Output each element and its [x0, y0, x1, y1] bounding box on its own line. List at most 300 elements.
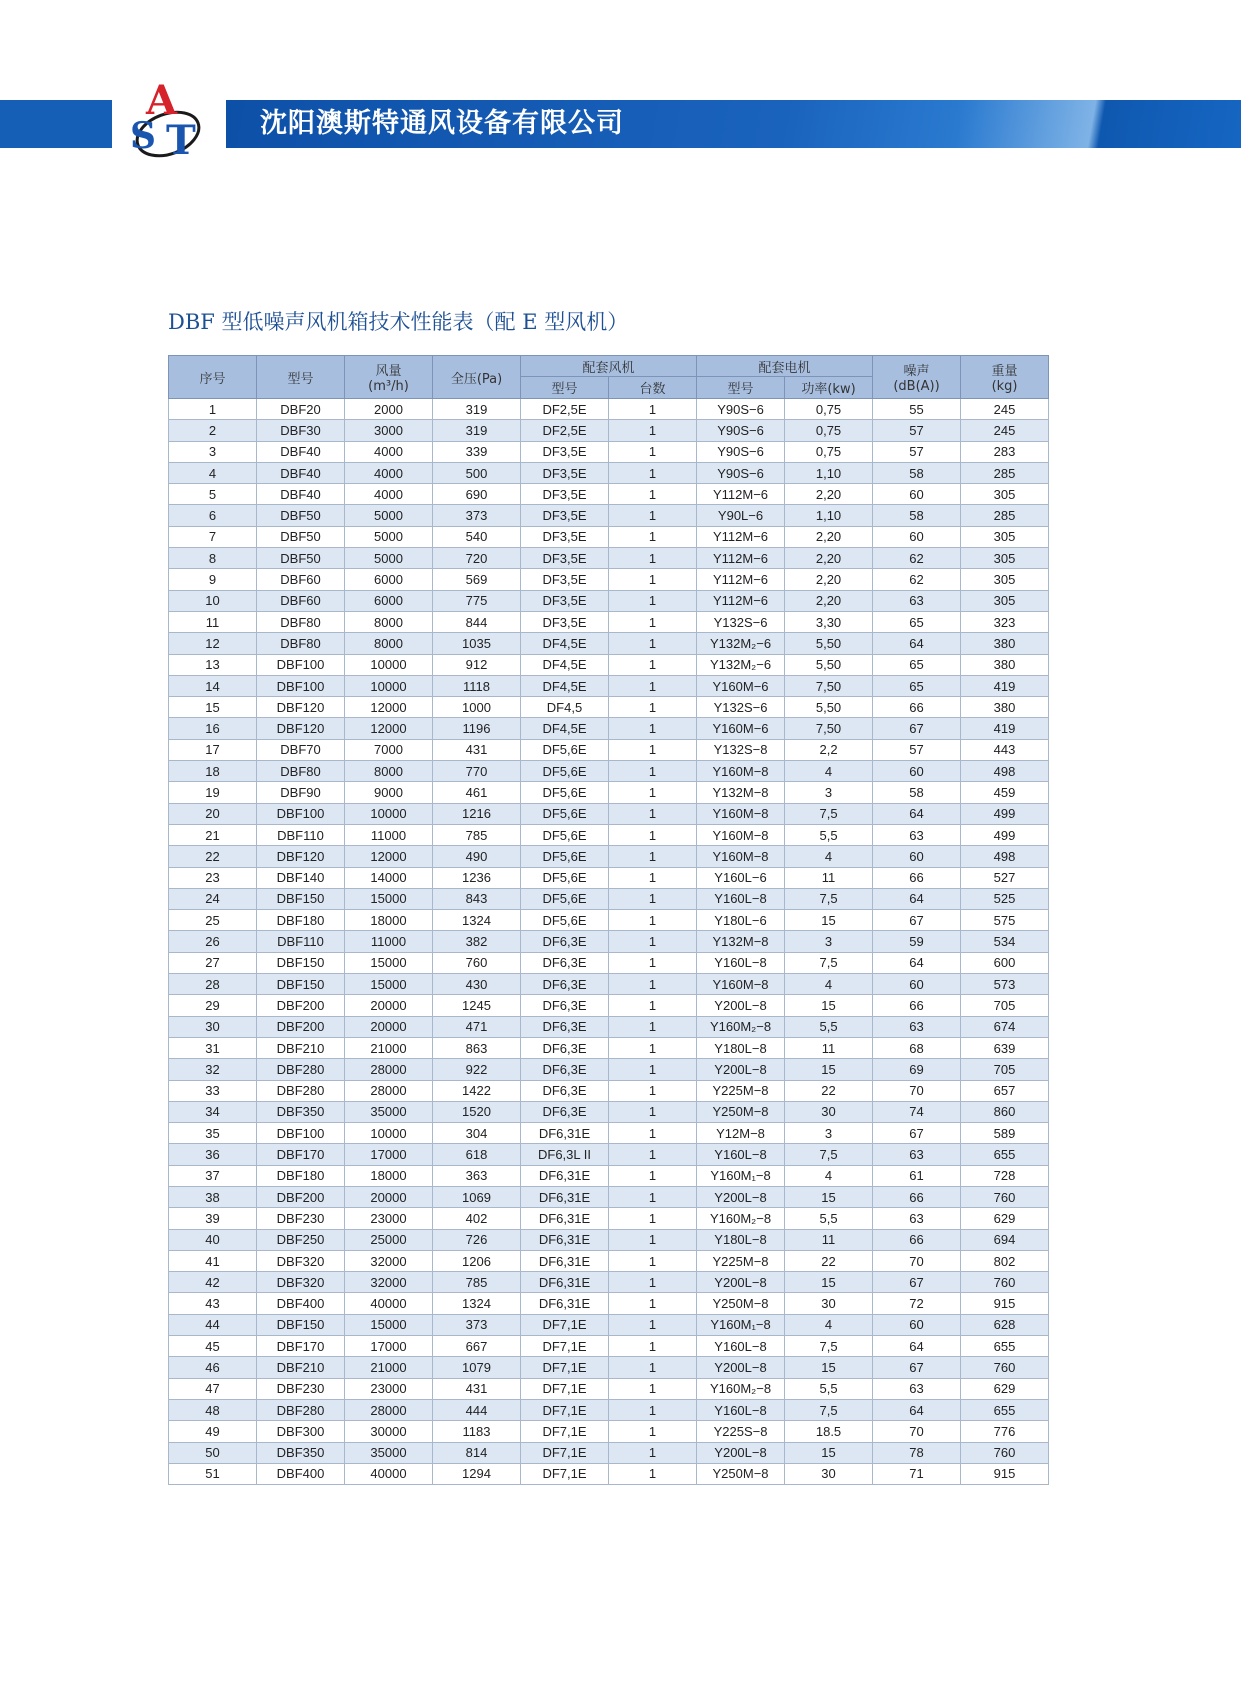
cell-fan-count: 1 [609, 1016, 697, 1037]
cell-fan-count: 1 [609, 1080, 697, 1101]
cell-model: DBF230 [257, 1378, 345, 1399]
table-row [169, 505, 1049, 526]
cell-motor-power: 7,5 [785, 1399, 873, 1420]
table-row [169, 1378, 1049, 1399]
cell-noise: 58 [873, 462, 961, 483]
cell-fan-model: DF2,5E [521, 399, 609, 420]
cell-fan-model: DF6,31E [521, 1272, 609, 1293]
cell-noise: 60 [873, 761, 961, 782]
cell-pressure: 569 [433, 569, 521, 590]
cell-weight: 323 [961, 611, 1049, 632]
cell-fan-model: DF5,6E [521, 782, 609, 803]
cell-index: 37 [169, 1165, 257, 1186]
cell-pressure: 319 [433, 399, 521, 420]
cell-noise: 78 [873, 1442, 961, 1463]
cell-noise: 62 [873, 548, 961, 569]
cell-motor-power: 15 [785, 1272, 873, 1293]
header-noise [873, 356, 961, 399]
cell-fan-count: 1 [609, 1250, 697, 1271]
cell-noise: 60 [873, 1314, 961, 1335]
cell-fan-model: DF7,1E [521, 1378, 609, 1399]
cell-fan-count: 1 [609, 675, 697, 696]
cell-airflow: 32000 [345, 1272, 433, 1293]
cell-model: DBF280 [257, 1399, 345, 1420]
cell-model: DBF110 [257, 824, 345, 845]
table-row [169, 1272, 1049, 1293]
cell-fan-count: 1 [609, 931, 697, 952]
cell-model: DBF20 [257, 399, 345, 420]
cell-weight: 380 [961, 633, 1049, 654]
cell-fan-model: DF6,3E [521, 995, 609, 1016]
cell-motor-power: 4 [785, 846, 873, 867]
cell-pressure: 1236 [433, 867, 521, 888]
cell-noise: 67 [873, 910, 961, 931]
cell-airflow: 28000 [345, 1080, 433, 1101]
cell-airflow: 25000 [345, 1229, 433, 1250]
cell-motor-power: 4 [785, 1314, 873, 1335]
cell-weight: 655 [961, 1144, 1049, 1165]
cell-fan-model: DF7,1E [521, 1463, 609, 1484]
table-row [169, 1250, 1049, 1271]
cell-pressure: 1206 [433, 1250, 521, 1271]
cell-motor-power: 11 [785, 1229, 873, 1250]
cell-pressure: 770 [433, 761, 521, 782]
cell-model: DBF30 [257, 420, 345, 441]
cell-index: 44 [169, 1314, 257, 1335]
cell-airflow: 6000 [345, 590, 433, 611]
cell-index: 32 [169, 1059, 257, 1080]
cell-model: DBF120 [257, 697, 345, 718]
cell-motor-power: 18.5 [785, 1421, 873, 1442]
cell-model: DBF60 [257, 590, 345, 611]
cell-weight: 380 [961, 654, 1049, 675]
cell-index: 21 [169, 824, 257, 845]
cell-fan-model: DF5,6E [521, 888, 609, 909]
cell-motor-model: Y160L−8 [697, 1399, 785, 1420]
cell-airflow: 23000 [345, 1378, 433, 1399]
cell-pressure: 1069 [433, 1186, 521, 1207]
cell-pressure: 373 [433, 505, 521, 526]
cell-fan-count: 1 [609, 611, 697, 632]
cell-model: DBF350 [257, 1442, 345, 1463]
cell-model: DBF90 [257, 782, 345, 803]
cell-pressure: 863 [433, 1037, 521, 1058]
cell-model: DBF50 [257, 526, 345, 547]
cell-motor-model: Y132M−8 [697, 782, 785, 803]
header-airflow-unit: (m³/h) [368, 379, 409, 394]
cell-model: DBF50 [257, 548, 345, 569]
table-row [169, 739, 1049, 760]
cell-airflow: 21000 [345, 1357, 433, 1378]
header-pressure: 全压(Pa) [433, 356, 521, 399]
cell-index: 20 [169, 803, 257, 824]
cell-motor-power: 7,5 [785, 952, 873, 973]
cell-pressure: 319 [433, 420, 521, 441]
table-row [169, 1463, 1049, 1484]
cell-motor-model: Y200L−8 [697, 1186, 785, 1207]
cell-pressure: 922 [433, 1059, 521, 1080]
cell-weight: 915 [961, 1463, 1049, 1484]
cell-airflow: 21000 [345, 1037, 433, 1058]
cell-airflow: 7000 [345, 739, 433, 760]
table-row [169, 548, 1049, 569]
cell-fan-model: DF2,5E [521, 420, 609, 441]
cell-noise: 64 [873, 803, 961, 824]
cell-airflow: 15000 [345, 974, 433, 995]
cell-motor-power: 15 [785, 1442, 873, 1463]
cell-fan-count: 1 [609, 1399, 697, 1420]
header-index: 序号 [169, 356, 257, 399]
cell-pressure: 402 [433, 1208, 521, 1229]
cell-motor-power: 4 [785, 761, 873, 782]
cell-pressure: 1118 [433, 675, 521, 696]
cell-weight: 915 [961, 1293, 1049, 1314]
cell-index: 39 [169, 1208, 257, 1229]
cell-airflow: 28000 [345, 1399, 433, 1420]
cell-weight: 305 [961, 526, 1049, 547]
cell-airflow: 15000 [345, 1314, 433, 1335]
cell-pressure: 1422 [433, 1080, 521, 1101]
cell-airflow: 5000 [345, 548, 433, 569]
cell-noise: 65 [873, 654, 961, 675]
cell-index: 43 [169, 1293, 257, 1314]
table-row [169, 718, 1049, 739]
cell-index: 47 [169, 1378, 257, 1399]
cell-model: DBF280 [257, 1080, 345, 1101]
cell-fan-model: DF4,5E [521, 654, 609, 675]
cell-fan-count: 1 [609, 569, 697, 590]
cell-fan-count: 1 [609, 633, 697, 654]
cell-airflow: 12000 [345, 846, 433, 867]
cell-pressure: 304 [433, 1123, 521, 1144]
cell-motor-power: 3,30 [785, 611, 873, 632]
cell-weight: 285 [961, 462, 1049, 483]
cell-fan-model: DF7,1E [521, 1442, 609, 1463]
header-banner-left [0, 100, 112, 148]
cell-motor-model: Y160M₂−8 [697, 1208, 785, 1229]
cell-fan-model: DF6,3E [521, 1016, 609, 1037]
cell-motor-model: Y160L−6 [697, 867, 785, 888]
cell-airflow: 14000 [345, 867, 433, 888]
cell-weight: 459 [961, 782, 1049, 803]
table-row [169, 888, 1049, 909]
cell-weight: 498 [961, 761, 1049, 782]
cell-fan-count: 1 [609, 1357, 697, 1378]
cell-motor-power: 30 [785, 1101, 873, 1122]
cell-motor-power: 15 [785, 910, 873, 931]
table-row [169, 846, 1049, 867]
cell-pressure: 339 [433, 441, 521, 462]
cell-model: DBF100 [257, 654, 345, 675]
cell-motor-power: 15 [785, 1357, 873, 1378]
cell-fan-count: 1 [609, 1037, 697, 1058]
cell-motor-model: Y160L−8 [697, 888, 785, 909]
table-row [169, 867, 1049, 888]
table-row [169, 1336, 1049, 1357]
cell-pressure: 431 [433, 1378, 521, 1399]
cell-index: 9 [169, 569, 257, 590]
cell-fan-model: DF3,5E [521, 526, 609, 547]
cell-pressure: 1196 [433, 718, 521, 739]
cell-weight: 573 [961, 974, 1049, 995]
cell-motor-power: 15 [785, 1059, 873, 1080]
cell-airflow: 2000 [345, 399, 433, 420]
cell-noise: 70 [873, 1250, 961, 1271]
cell-fan-count: 1 [609, 888, 697, 909]
cell-airflow: 40000 [345, 1293, 433, 1314]
cell-motor-power: 0,75 [785, 399, 873, 420]
cell-pressure: 1324 [433, 910, 521, 931]
cell-motor-power: 4 [785, 974, 873, 995]
cell-motor-model: Y90S−6 [697, 441, 785, 462]
cell-pressure: 726 [433, 1229, 521, 1250]
cell-index: 25 [169, 910, 257, 931]
cell-motor-power: 3 [785, 782, 873, 803]
cell-fan-model: DF6,31E [521, 1293, 609, 1314]
table-row [169, 1442, 1049, 1463]
cell-model: DBF40 [257, 462, 345, 483]
table-row [169, 611, 1049, 632]
cell-motor-model: Y112M−6 [697, 548, 785, 569]
cell-airflow: 8000 [345, 761, 433, 782]
cell-fan-count: 1 [609, 462, 697, 483]
cell-fan-model: DF6,31E [521, 1229, 609, 1250]
cell-index: 30 [169, 1016, 257, 1037]
cell-weight: 499 [961, 824, 1049, 845]
cell-airflow: 35000 [345, 1101, 433, 1122]
cell-model: DBF300 [257, 1421, 345, 1442]
cell-motor-model: Y160M₁−8 [697, 1314, 785, 1335]
cell-motor-power: 2,2 [785, 739, 873, 760]
cell-model: DBF80 [257, 633, 345, 654]
header-airflow [345, 356, 433, 399]
cell-fan-model: DF6,3E [521, 1059, 609, 1080]
cell-motor-power: 7,5 [785, 1144, 873, 1165]
cell-weight: 534 [961, 931, 1049, 952]
cell-noise: 74 [873, 1101, 961, 1122]
cell-fan-model: DF6,3E [521, 1037, 609, 1058]
table-title: DBF 型低噪声风机箱技术性能表（配 E 型风机） [168, 310, 629, 334]
cell-pressure: 1520 [433, 1101, 521, 1122]
table-row [169, 1144, 1049, 1165]
cell-model: DBF70 [257, 739, 345, 760]
cell-motor-model: Y200L−8 [697, 1357, 785, 1378]
cell-pressure: 382 [433, 931, 521, 952]
header-fan-model: 型号 [521, 377, 609, 399]
cell-fan-count: 1 [609, 1336, 697, 1357]
cell-noise: 64 [873, 1336, 961, 1357]
cell-index: 42 [169, 1272, 257, 1293]
table-row [169, 569, 1049, 590]
cell-fan-model: DF5,6E [521, 739, 609, 760]
cell-fan-model: DF6,31E [521, 1165, 609, 1186]
cell-index: 7 [169, 526, 257, 547]
cell-pressure: 785 [433, 1272, 521, 1293]
cell-index: 17 [169, 739, 257, 760]
cell-fan-count: 1 [609, 441, 697, 462]
cell-weight: 705 [961, 995, 1049, 1016]
cell-motor-power: 2,20 [785, 590, 873, 611]
cell-motor-model: Y180L−8 [697, 1037, 785, 1058]
cell-airflow: 17000 [345, 1336, 433, 1357]
cell-index: 11 [169, 611, 257, 632]
table-row [169, 803, 1049, 824]
cell-motor-power: 5,50 [785, 697, 873, 718]
cell-fan-model: DF3,5E [521, 484, 609, 505]
cell-airflow: 4000 [345, 462, 433, 483]
cell-fan-model: DF3,5E [521, 441, 609, 462]
table-row [169, 420, 1049, 441]
cell-weight: 380 [961, 697, 1049, 718]
header-motor-power: 功率(kw) [785, 377, 873, 399]
cell-motor-model: Y225M−8 [697, 1250, 785, 1271]
table-row [169, 1123, 1049, 1144]
cell-model: DBF350 [257, 1101, 345, 1122]
cell-pressure: 373 [433, 1314, 521, 1335]
cell-fan-model: DF3,5E [521, 462, 609, 483]
cell-noise: 65 [873, 675, 961, 696]
cell-motor-power: 15 [785, 1186, 873, 1207]
cell-fan-count: 1 [609, 1272, 697, 1293]
cell-weight: 728 [961, 1165, 1049, 1186]
table-row [169, 1165, 1049, 1186]
cell-fan-count: 1 [609, 803, 697, 824]
cell-noise: 67 [873, 718, 961, 739]
cell-weight: 657 [961, 1080, 1049, 1101]
cell-motor-power: 2,20 [785, 484, 873, 505]
cell-airflow: 10000 [345, 675, 433, 696]
cell-fan-count: 1 [609, 399, 697, 420]
cell-motor-power: 3 [785, 931, 873, 952]
header-weight [961, 356, 1049, 399]
cell-noise: 67 [873, 1123, 961, 1144]
cell-airflow: 8000 [345, 633, 433, 654]
cell-weight: 760 [961, 1357, 1049, 1378]
cell-fan-model: DF3,5E [521, 505, 609, 526]
cell-model: DBF170 [257, 1336, 345, 1357]
cell-airflow: 17000 [345, 1144, 433, 1165]
cell-index: 24 [169, 888, 257, 909]
cell-airflow: 5000 [345, 526, 433, 547]
cell-model: DBF150 [257, 888, 345, 909]
cell-index: 51 [169, 1463, 257, 1484]
table-row [169, 697, 1049, 718]
cell-motor-model: Y132M−8 [697, 931, 785, 952]
cell-fan-model: DF6,3E [521, 931, 609, 952]
cell-motor-power: 22 [785, 1080, 873, 1101]
cell-motor-power: 3 [785, 1123, 873, 1144]
cell-airflow: 23000 [345, 1208, 433, 1229]
cell-fan-count: 1 [609, 654, 697, 675]
table-row [169, 1101, 1049, 1122]
cell-pressure: 760 [433, 952, 521, 973]
cell-motor-model: Y12M−8 [697, 1123, 785, 1144]
cell-index: 31 [169, 1037, 257, 1058]
cell-model: DBF400 [257, 1463, 345, 1484]
cell-noise: 63 [873, 1378, 961, 1399]
table-row [169, 1357, 1049, 1378]
cell-pressure: 720 [433, 548, 521, 569]
cell-index: 26 [169, 931, 257, 952]
cell-index: 27 [169, 952, 257, 973]
cell-pressure: 775 [433, 590, 521, 611]
cell-index: 10 [169, 590, 257, 611]
cell-motor-power: 15 [785, 995, 873, 1016]
cell-index: 34 [169, 1101, 257, 1122]
cell-model: DBF100 [257, 803, 345, 824]
table-row [169, 931, 1049, 952]
table-row [169, 1059, 1049, 1080]
table-row [169, 654, 1049, 675]
cell-fan-model: DF6,3L II [521, 1144, 609, 1165]
table-row [169, 526, 1049, 547]
cell-pressure: 1183 [433, 1421, 521, 1442]
cell-model: DBF320 [257, 1250, 345, 1271]
cell-index: 16 [169, 718, 257, 739]
cell-pressure: 1035 [433, 633, 521, 654]
cell-weight: 629 [961, 1208, 1049, 1229]
cell-fan-model: DF4,5E [521, 675, 609, 696]
table-row [169, 974, 1049, 995]
cell-motor-power: 7,50 [785, 718, 873, 739]
cell-fan-model: DF5,6E [521, 761, 609, 782]
cell-pressure: 690 [433, 484, 521, 505]
table-row [169, 761, 1049, 782]
cell-weight: 245 [961, 399, 1049, 420]
cell-motor-power: 2,20 [785, 526, 873, 547]
cell-pressure: 1294 [433, 1463, 521, 1484]
cell-noise: 72 [873, 1293, 961, 1314]
cell-model: DBF150 [257, 974, 345, 995]
cell-motor-model: Y132S−6 [697, 697, 785, 718]
cell-airflow: 10000 [345, 803, 433, 824]
cell-noise: 66 [873, 1229, 961, 1250]
cell-fan-count: 1 [609, 590, 697, 611]
cell-motor-model: Y132S−6 [697, 611, 785, 632]
cell-model: DBF400 [257, 1293, 345, 1314]
cell-fan-model: DF6,3E [521, 974, 609, 995]
cell-motor-model: Y90L−6 [697, 505, 785, 526]
cell-model: DBF80 [257, 761, 345, 782]
cell-motor-power: 7,5 [785, 803, 873, 824]
cell-fan-model: DF6,31E [521, 1123, 609, 1144]
cell-motor-model: Y160M₂−8 [697, 1378, 785, 1399]
cell-index: 46 [169, 1357, 257, 1378]
cell-motor-model: Y180L−6 [697, 910, 785, 931]
cell-model: DBF120 [257, 718, 345, 739]
cell-noise: 66 [873, 995, 961, 1016]
cell-fan-model: DF6,31E [521, 1250, 609, 1271]
cell-noise: 60 [873, 974, 961, 995]
header-weight-unit: (kg) [991, 379, 1018, 394]
cell-weight: 305 [961, 569, 1049, 590]
cell-index: 1 [169, 399, 257, 420]
cell-motor-model: Y250M−8 [697, 1101, 785, 1122]
cell-fan-count: 1 [609, 484, 697, 505]
cell-index: 12 [169, 633, 257, 654]
cell-index: 18 [169, 761, 257, 782]
table-row [169, 1399, 1049, 1420]
cell-index: 36 [169, 1144, 257, 1165]
cell-noise: 64 [873, 1399, 961, 1420]
cell-motor-power: 2,20 [785, 569, 873, 590]
cell-fan-model: DF7,1E [521, 1314, 609, 1335]
cell-fan-count: 1 [609, 1186, 697, 1207]
cell-model: DBF40 [257, 484, 345, 505]
header-noise-label: 噪声 [903, 364, 930, 379]
cell-motor-model: Y200L−8 [697, 995, 785, 1016]
cell-index: 33 [169, 1080, 257, 1101]
